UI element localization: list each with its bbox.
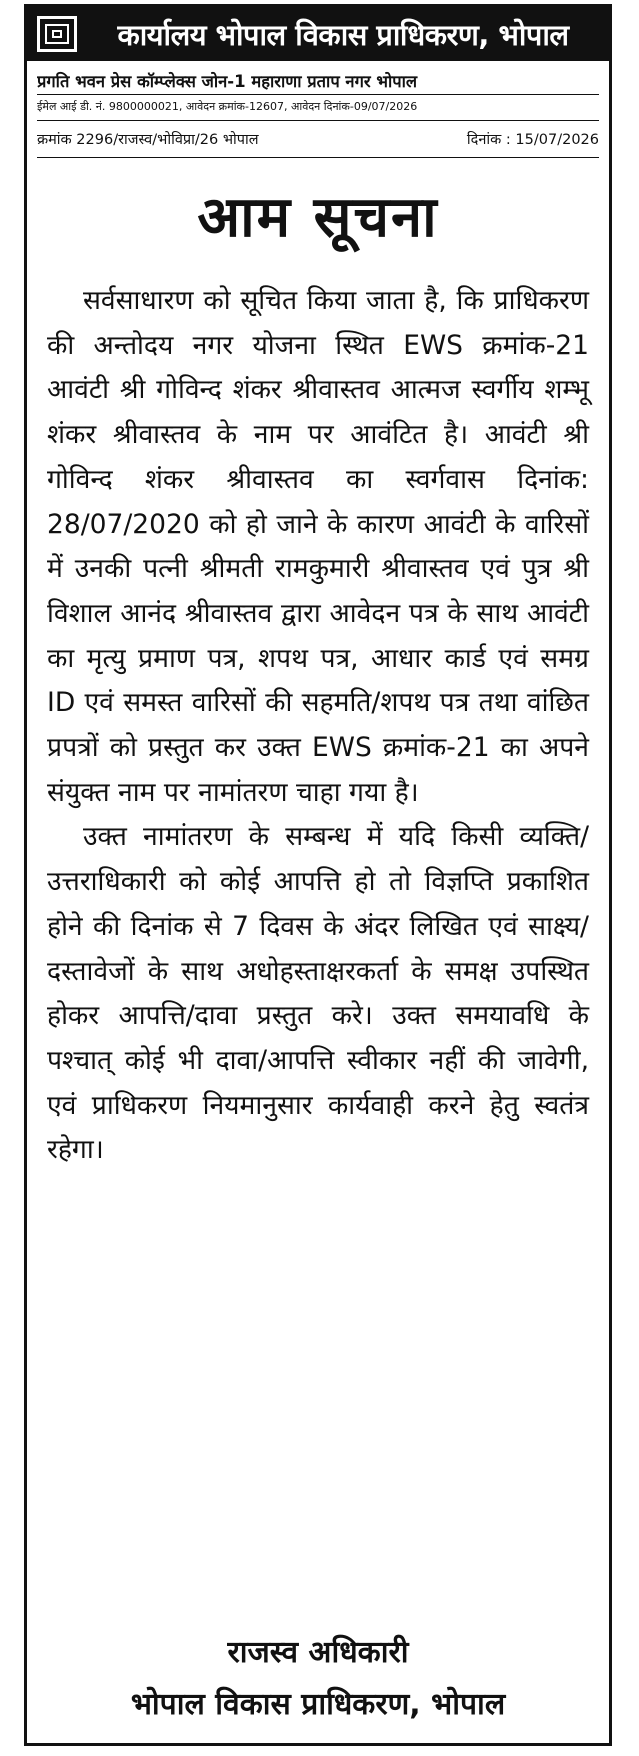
notice-paragraph: सर्वसाधारण को सूचित किया जाता है, कि प्राधिकरण की अन्तोदय नगर योजना स्थित EWS क्रमांक-21 आवंटी श्री गोविन्द शंकर श्रीवास्तव आत्मज स्वर्गीय शम्भू शंकर श्रीवास्तव के नाम पर आवंटित है। आवंटी श्री गोविन्द शंकर श्रीवास्तव का स्वर्गवास दिनांक: 28/07/2020 को हो जाने के कारण आवंटी के वारिसों में उनकी पत्नी श्रीमती रामकुमारी श्रीवास्तव एवं पुत्र श्री विशाल आनंद श्रीवास्तव द्वारा आवेदन पत्र के साथ आवंटी का मृत्यु प्रमाण पत्र, शपथ पत्र, आधार कार्ड एवं समग्र ID एवं समस्त वारिसों की सहमति/शपथ पत्र तथा वांछित प्रपत्रों को प्रस्तुत कर उक्त EWS क्रमांक-21 का अपने संयुक्त नाम पर नामांतरण चाहा गया है। <box>47 285 589 808</box>
notice-frame <box>24 4 612 1746</box>
signatory-organization: भोपाल विकास प्राधिकरण, भोपाल <box>130 1687 506 1722</box>
reference-line <box>37 129 599 149</box>
office-address: प्रगति भवन प्रेस कॉम्प्लेक्स जोन-1 महाराणा प्रताप नगर भोपाल <box>37 69 599 95</box>
office-title: कार्यालय भोपाल विकास प्राधिकरण, भोपाल <box>117 17 569 52</box>
reference-number: क्रमांक 2296/राजस्व/भोविप्रा/26 भोपाल <box>37 132 259 148</box>
notice-body <box>47 279 589 1173</box>
reference-date: दिनांक : 15/07/2026 <box>466 132 599 148</box>
divider <box>37 157 599 158</box>
signatory-designation: राजस्व अधिकारी <box>227 1635 409 1670</box>
bda-emblem-icon <box>37 16 77 52</box>
contact-line: ईमेल आई डी. नं. 9800000021, आवेदन क्रमांक-12607, आवेदन दिनांक-09/07/2026 <box>37 100 418 113</box>
notice-title: आम सूचना <box>197 185 439 250</box>
notice-paragraph: उक्त नामांतरण के सम्बन्ध में यदि किसी व्यक्ति/उत्तराधिकारी को कोई आपत्ति हो तो विज्ञप्ति प्रकाशित होने की दिनांक से 7 दिवस के अंदर लिखित एवं साक्ष्य/दस्तावेजों के साथ अधोहस्ताक्षरकर्ता के समक्ष उपस्थित होकर आपत्ति/दावा प्रस्तुत करे। उक्त समयावधि के पश्चात् कोई भी दावा/आपत्ति स्वीकार नहीं की जावेगी, एवं प्राधिकरण नियमानुसार कार्यवाही करने हेतु स्वतंत्र रहेगा। <box>47 821 589 1166</box>
header-bar <box>27 7 609 61</box>
divider <box>37 120 599 121</box>
